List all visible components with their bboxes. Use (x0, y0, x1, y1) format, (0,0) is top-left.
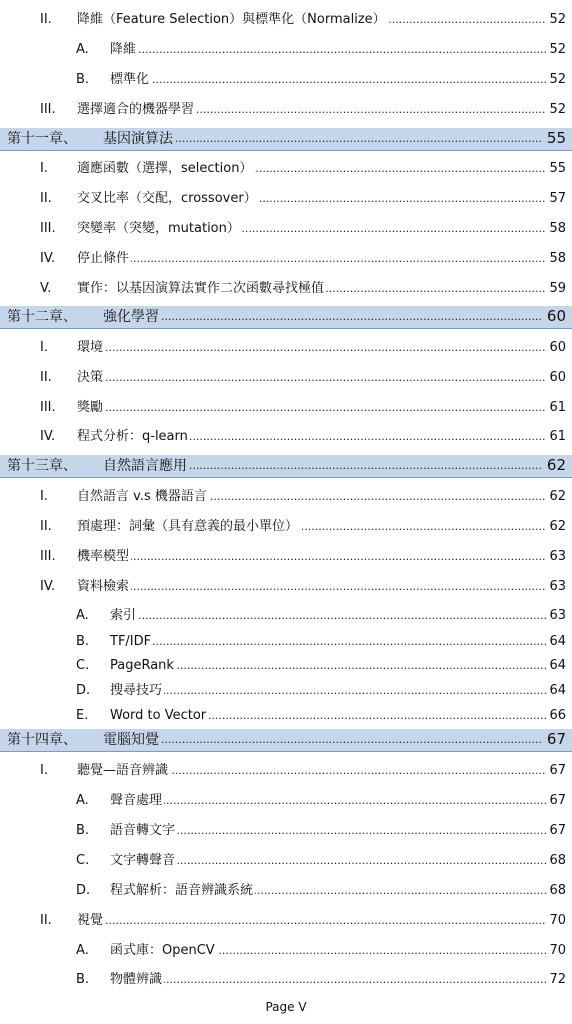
toc-entry-number: A. (76, 943, 89, 958)
dot-leader (110, 71, 546, 89)
toc-entry-title: 自然語言 v.s 機器語言 (77, 489, 207, 504)
toc-page-number: 58 (549, 221, 566, 236)
toc-page-number: 55 (549, 161, 566, 176)
toc-entry[interactable] (0, 38, 572, 64)
toc-entry-title: 函式庫：OpenCV (110, 943, 215, 958)
toc-entry[interactable] (0, 336, 572, 362)
toc-entry-title: 程式分析：q-learn (77, 429, 188, 444)
toc-entry-number: II. (40, 12, 52, 27)
toc-entry[interactable] (0, 515, 572, 541)
toc-entry-title: 索引 (110, 608, 137, 623)
toc-entry-title: 降維（Feature Selection）與標準化（Normalize） (77, 12, 386, 27)
toc-page-number: 57 (549, 191, 566, 206)
toc-entry-title: 資料檢索 (77, 579, 130, 594)
toc-entry-number: C. (76, 658, 90, 673)
chapter-title: 自然語言應用 (103, 458, 187, 474)
toc-page-number: 61 (549, 400, 566, 415)
toc-entry[interactable] (0, 968, 572, 994)
toc-entry-title: 聲音處理 (110, 793, 163, 808)
toc-entry-title: TF/IDF (110, 634, 152, 649)
toc-entry-title: 環境 (77, 340, 104, 355)
dot-leader (77, 578, 546, 596)
toc-entry-number: A. (76, 608, 89, 623)
toc-chapter-entry[interactable] (0, 729, 572, 752)
toc-entry[interactable] (0, 545, 572, 571)
toc-entry-title: 文字轉聲音 (110, 853, 176, 868)
toc-page-number: 67 (546, 730, 566, 748)
chapter-number: 第十二章、 (7, 309, 77, 325)
toc-entry-number: II. (40, 519, 52, 534)
dot-leader (77, 912, 546, 930)
toc-entry[interactable] (0, 187, 572, 213)
toc-page-number: 70 (549, 913, 566, 928)
toc-entry-title (7, 457, 189, 475)
toc-page-number: 62 (546, 456, 566, 474)
toc-page-number: 60 (549, 370, 566, 385)
toc-page-number: 62 (549, 519, 566, 534)
toc-entry[interactable] (0, 939, 572, 965)
dot-leader (77, 250, 546, 268)
toc-page-number: 72 (549, 972, 566, 987)
toc-entry-title: 適應函數（選擇，selection） (77, 161, 253, 176)
dot-leader (77, 399, 546, 417)
toc-entry-title (7, 308, 161, 326)
toc-entry[interactable] (0, 909, 572, 935)
chapter-title: 電腦知覺 (103, 732, 159, 748)
toc-entry-number: IV. (40, 429, 56, 444)
toc-entry[interactable] (0, 630, 572, 656)
chapter-number: 第十一章、 (7, 131, 77, 147)
dot-leader (77, 339, 546, 357)
toc-entry-title: 語音轉文字 (110, 823, 176, 838)
toc-entry-title: PageRank (110, 658, 174, 673)
toc-entry-number: D. (76, 683, 91, 698)
toc-entry-number: I. (40, 763, 48, 778)
toc-page-number: 70 (549, 943, 566, 958)
toc-entry[interactable] (0, 217, 572, 243)
dot-leader (110, 633, 546, 651)
toc-page-number: 60 (546, 307, 566, 325)
toc-page-number: 68 (549, 853, 566, 868)
toc-page-number: 63 (549, 608, 566, 623)
toc-page-number: 63 (549, 579, 566, 594)
toc-entry[interactable] (0, 425, 572, 451)
toc-entry-title: 程式解析：語音辨識系統 (110, 883, 254, 898)
toc-entry-title: 搜尋技巧 (110, 683, 163, 698)
toc-entry[interactable] (0, 604, 572, 630)
toc-entry[interactable] (0, 68, 572, 94)
toc-entry-number: III. (40, 400, 56, 415)
toc-page-number: 64 (549, 634, 566, 649)
chapter-number: 第十四章、 (7, 732, 77, 748)
toc-entry-number: II. (40, 370, 52, 385)
toc-page-number: 66 (549, 708, 566, 723)
toc-entry-number: E. (76, 708, 89, 723)
toc-page-number: 52 (549, 72, 566, 87)
toc-entry-number: A. (76, 42, 89, 57)
toc-entry-number: B. (76, 72, 90, 87)
toc-page-number: 68 (549, 883, 566, 898)
toc-entry[interactable] (0, 759, 572, 785)
toc-page-number: 61 (549, 429, 566, 444)
toc-page-number: 52 (549, 12, 566, 27)
toc-entry-number: II. (40, 191, 52, 206)
dot-leader (110, 607, 546, 625)
toc-entry-number: III. (40, 549, 56, 564)
toc-entry[interactable] (0, 396, 572, 422)
toc-entry-number: V. (40, 281, 52, 296)
toc-entry-number: III. (40, 221, 56, 236)
toc-entry-number: B. (76, 823, 90, 838)
page-footer: Page V (265, 1000, 307, 1014)
dot-leader (77, 548, 546, 566)
dot-leader (77, 369, 546, 387)
toc-entry-title: Word to Vector (110, 708, 207, 723)
toc-entry[interactable] (0, 277, 572, 303)
toc-entry[interactable] (0, 849, 572, 875)
toc-entry[interactable] (0, 679, 572, 705)
toc-entry[interactable] (0, 789, 572, 815)
toc-entry-title: 機率模型 (77, 549, 130, 564)
toc-entry[interactable] (0, 879, 572, 905)
toc-entry-title: 決策 (77, 370, 104, 385)
dot-leader (110, 682, 546, 700)
toc-entry-number: D. (76, 883, 91, 898)
toc-entry-number: I. (40, 489, 48, 504)
toc-entry-title: 停止條件 (77, 251, 130, 266)
toc-chapter-entry[interactable] (0, 306, 572, 329)
toc-page-number: 62 (549, 489, 566, 504)
toc-entry[interactable] (0, 819, 572, 845)
toc-entry-number: B. (76, 634, 90, 649)
toc-entry-title: 交叉比率（交配，crossover） (77, 191, 257, 206)
toc-page-number: 67 (549, 823, 566, 838)
toc-entry-number: C. (76, 853, 90, 868)
toc-entry-title: 標準化 (110, 72, 150, 87)
toc-entry-title: 聽覺—語音辨識 (77, 763, 169, 778)
toc-entry-number: II. (40, 913, 52, 928)
toc-entry[interactable] (0, 654, 572, 680)
toc-page-number: 52 (549, 42, 566, 57)
toc-page-number: 58 (549, 251, 566, 266)
toc-entry-title: 實作：以基因演算法實作二次函數尋找極值 (77, 281, 325, 296)
toc-entry-title (7, 130, 175, 148)
toc-entry[interactable] (0, 704, 572, 730)
toc-entry-number: III. (40, 102, 56, 117)
chapter-title: 強化學習 (103, 309, 159, 325)
toc-page-number: 59 (549, 281, 566, 296)
toc-entry-title: 降維 (110, 42, 137, 57)
toc-entry[interactable] (0, 485, 572, 511)
chapter-number: 第十三章、 (7, 458, 77, 474)
dot-leader (110, 41, 546, 59)
toc-page-number: 52 (549, 102, 566, 117)
toc-entry-title: 預處理：詞彙（具有意義的最小單位） (77, 519, 299, 534)
toc-entry-title: 突變率（突變，mutation） (77, 221, 240, 236)
toc-entry-number: IV. (40, 251, 56, 266)
toc-page-number: 63 (549, 549, 566, 564)
toc-entry-title (7, 731, 161, 749)
toc-entry-title: 物體辨識 (110, 972, 163, 987)
dot-leader (110, 971, 546, 989)
toc-entry[interactable] (0, 98, 572, 124)
toc-entry-number: IV. (40, 579, 56, 594)
toc-chapter-entry[interactable] (0, 455, 572, 478)
toc-entry[interactable] (0, 157, 572, 183)
toc-page-number: 64 (549, 683, 566, 698)
toc-entry[interactable] (0, 247, 572, 273)
chapter-title: 基因演算法 (103, 131, 173, 147)
toc-page-number: 55 (546, 129, 566, 147)
toc-entry-number: I. (40, 161, 48, 176)
dot-leader (110, 792, 546, 810)
toc-entry[interactable] (0, 366, 572, 392)
toc-entry-title: 選擇適合的機器學習 (77, 102, 195, 117)
toc-chapter-entry[interactable] (0, 128, 572, 151)
toc-entry[interactable] (0, 575, 572, 601)
toc-entry-number: I. (40, 340, 48, 355)
toc-page-number: 64 (549, 658, 566, 673)
toc-entry-title: 獎勵 (77, 400, 104, 415)
toc-page-number: 67 (549, 793, 566, 808)
toc-page-number: 67 (549, 763, 566, 778)
toc-entry-number: B. (76, 972, 90, 987)
toc-entry-title: 視覺 (77, 913, 104, 928)
toc-entry-number: A. (76, 793, 89, 808)
toc-entry[interactable] (0, 8, 572, 34)
toc-page-number: 60 (549, 340, 566, 355)
